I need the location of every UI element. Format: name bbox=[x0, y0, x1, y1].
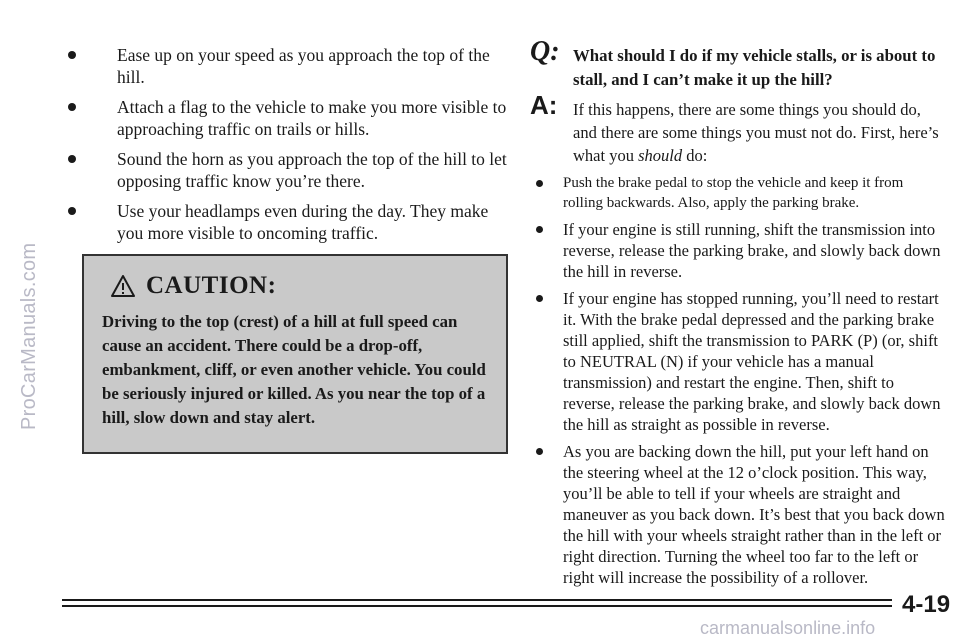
bullet-icon bbox=[68, 51, 76, 59]
caution-text: Driving to the top (crest) of a hill at full speed can cause an accident. There could be a drop-off, embankment, cliff, or even another vehicle. You could be seriously injured or killed. As you near the top of a hill, slow down and stay alert. bbox=[102, 312, 486, 427]
list-item-text: Sound the horn as you approach the top of the hill to let opposing traffic know you’re there. bbox=[117, 149, 507, 191]
list-item-text: If your engine is still running, shift the transmission into reverse, release the parking brake, and slowly back down the hill in reverse. bbox=[563, 220, 941, 281]
answer bbox=[530, 90, 945, 167]
side-watermark bbox=[4, 0, 40, 638]
bullet-icon bbox=[536, 226, 543, 233]
bullet-icon bbox=[68, 207, 76, 215]
answer-text-start: If this happens, there are some things you should do, and there are some things you must not do. First, here’s what you bbox=[573, 100, 939, 165]
list-item-text: As you are backing down the hill, put your left hand on the steering wheel at the 12 o’clock position. This way, you’ll be able to tell if your wheels are straight and maneuver as you back down. It’s best that you back down the hill with your wheels straight rather than in the left or right direction. Turning the wheel too far to the left or right will increase the possibility of a rollover. bbox=[563, 442, 945, 587]
bullet-icon bbox=[68, 155, 76, 163]
answer-mark-label: A: bbox=[530, 90, 558, 120]
answer-emphasis: should bbox=[638, 146, 683, 165]
list-item bbox=[530, 173, 945, 213]
question-text: What should I do if my vehicle stalls, or is about to stall, and I can’t make it up the hill? bbox=[573, 46, 936, 89]
bullet-icon bbox=[536, 295, 543, 302]
right-column bbox=[530, 36, 945, 594]
list-item bbox=[62, 44, 510, 88]
footer-rules bbox=[62, 599, 892, 611]
side-watermark-text: ProCarManuals.com bbox=[18, 242, 40, 430]
list-item-text: If your engine has stopped running, you’ll need to restart it. With the brake pedal depressed and the parking brake still applied, shift the transmission to PARK (P) (or, shift to NEUTRAL (N) if your vehicle has a manual transmission) and restart the engine. Then, shift to reverse, release the parking brake, and slowly back down the hill as straight as possible in reverse. bbox=[563, 289, 941, 434]
answer-text-end: do: bbox=[682, 146, 708, 165]
list-item bbox=[62, 148, 510, 192]
bullet-icon bbox=[68, 103, 76, 111]
divider bbox=[62, 605, 892, 607]
caution-box bbox=[82, 254, 508, 454]
list-item-text: Attach a flag to the vehicle to make you more visible to approaching traffic on trails or hills. bbox=[117, 97, 507, 139]
list-item-text: Ease up on your speed as you approach the top of the hill. bbox=[117, 45, 490, 87]
footer-watermark: carmanualsonline.info bbox=[700, 618, 876, 638]
bullet-icon bbox=[536, 180, 543, 187]
list-item bbox=[530, 441, 945, 588]
divider bbox=[62, 599, 892, 601]
list-item bbox=[530, 288, 945, 435]
caution-title: CAUTION: bbox=[146, 272, 277, 299]
page-number: 4-19 bbox=[902, 591, 951, 618]
list-item-text: Use your headlamps even during the day. They make you more visible to oncoming traffic. bbox=[117, 201, 489, 243]
question bbox=[530, 36, 945, 92]
question-mark-label: Q: bbox=[530, 36, 560, 67]
list-item bbox=[62, 200, 510, 244]
list-item bbox=[62, 96, 510, 140]
bullet-icon bbox=[536, 448, 543, 455]
caution-header bbox=[110, 270, 276, 302]
list-item-text: Push the brake pedal to stop the vehicle and keep it from rolling backwards. Also, apply the parking brake. bbox=[563, 175, 904, 211]
list-item bbox=[530, 219, 945, 282]
left-column bbox=[62, 44, 510, 252]
warning-triangle-icon bbox=[110, 274, 136, 298]
